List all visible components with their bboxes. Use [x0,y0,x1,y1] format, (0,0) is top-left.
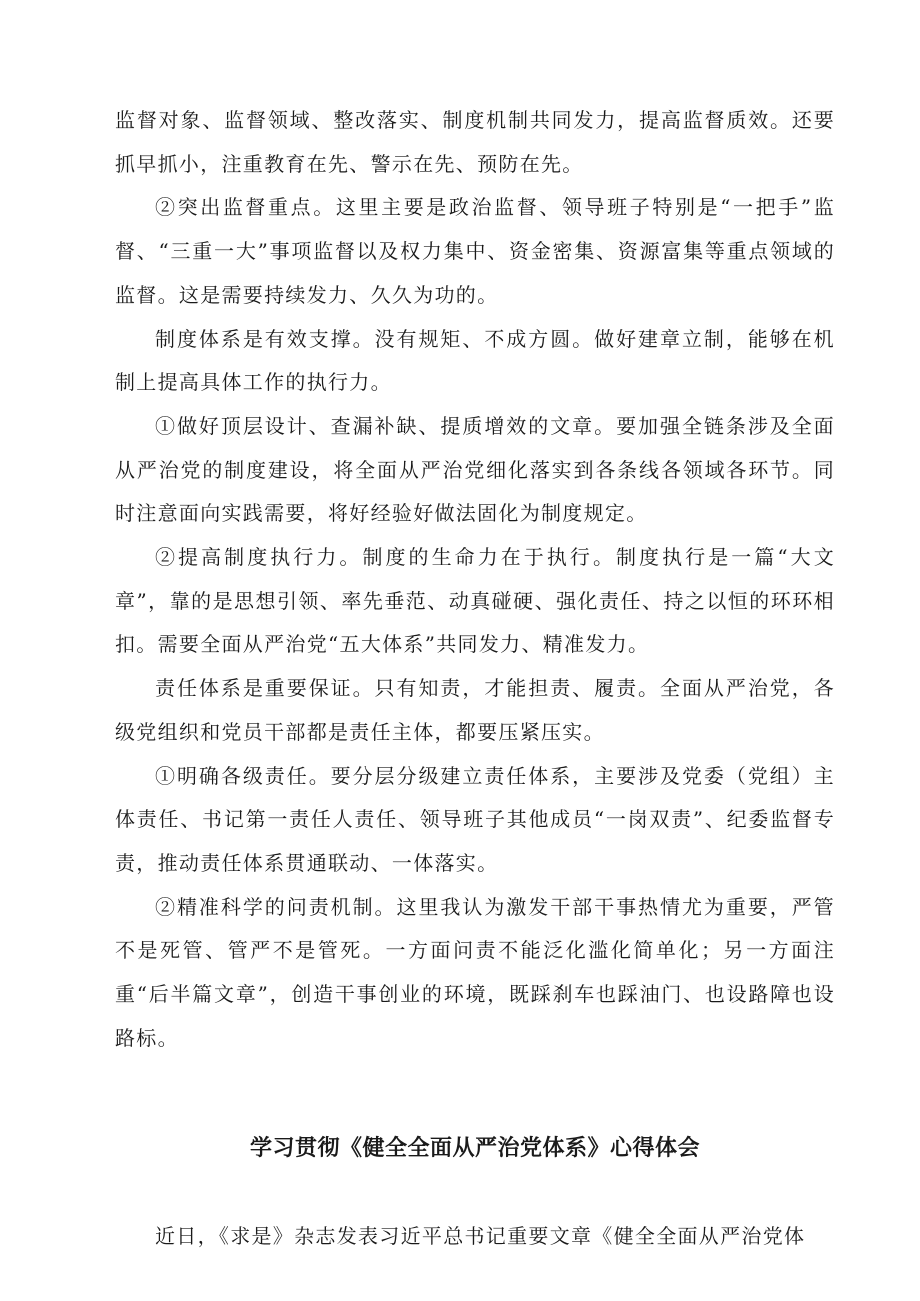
paragraph-3: 制度体系是有效支撑。没有规矩、不成方圆。做好建章立制，能够在机制上提高具体工作的执行力。 [115,326,835,395]
paragraph-2: ②突出监督重点。这里主要是政治监督、领导班子特别是“一把手”监督、“三重一大”事项监督以及权力集中、资金密集、资源富集等重点领域的监督。这是需要持续发力、久久为功的。 [115,195,835,307]
document-body [115,99,835,1259]
paragraph-7: ①明确各级责任。要分层分级建立责任体系，主要涉及党委（党组）主体责任、书记第一责任人责任、领导班子其他成员“一岗双责”、纪委监督专责，推动责任体系贯通联动、一体落实。 [115,763,835,875]
paragraph-4: ①做好顶层设计、查漏补缺、提质增效的文章。要加强全链条涉及全面从严治党的制度建设，将全面从严治党细化落实到各条线各领域各环节。同时注意面向实践需要，将好经验好做法固化为制度规定。 [115,413,835,526]
paragraph-intro: 近日，《求是》杂志发表习近平总书记重要文章《健全全面从严治党体 [155,1224,806,1249]
paragraph-6: 责任体系是重要保证。只有知责，才能担责、履责。全面从严治党，各级党组织和党员干部都是责任主体，都要压紧压实。 [115,676,835,744]
paragraph-5: ②提高制度执行力。制度的生命力在于执行。制度执行是一篇“大文章”，靠的是思想引领、率先垂范、动真碰硬、强化责任、持之以恒的环环相扣。需要全面从严治党“五大体系”共同发力、精准发力。 [115,545,835,657]
section-heading: 学习贯彻《健全全面从严治党体系》心得体会 [249,1136,700,1162]
paragraph-1: 监督对象、监督领域、整改落实、制度机制共同发力，提高监督质效。还要抓早抓小，注重教育在先、警示在先、预防在先。 [115,108,835,176]
paragraph-8: ②精准科学的问责机制。这里我认为激发干部干事热情尤为重要，严管不是死管、管严不是管死。一方面问责不能泛化滥化简单化；另一方面注重“后半篇文章”，创造干事创业的环境，既踩刹车也踩油门、也设路障也设路标。 [115,894,835,1050]
